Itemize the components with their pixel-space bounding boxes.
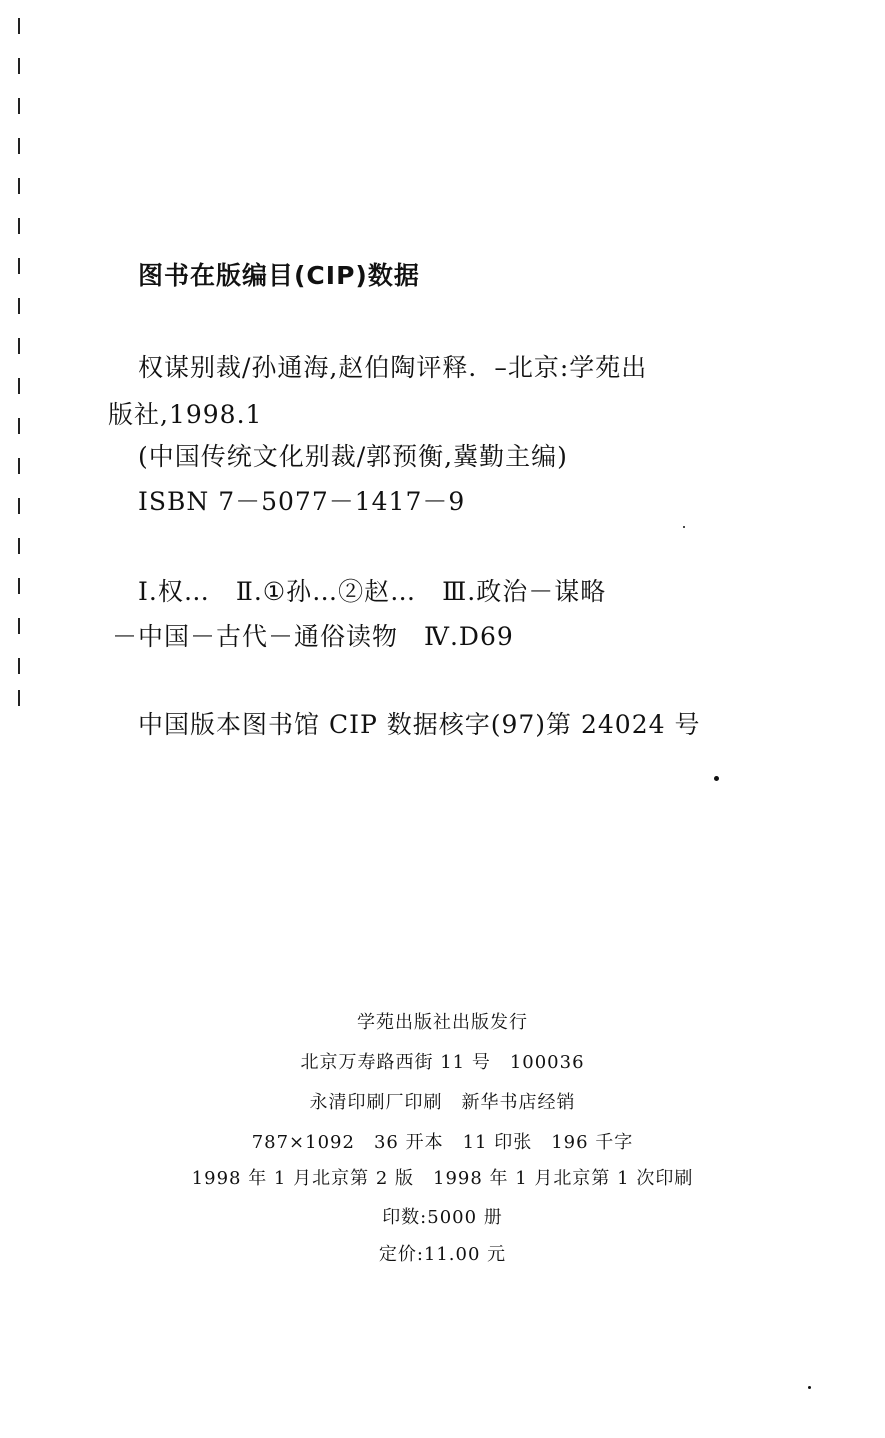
colophon-edition: 1998 年 1 月北京第 2 版 1998 年 1 月北京第 1 次印刷 [191, 1168, 694, 1189]
colophon-print-run: 印数:5000 册 [382, 1207, 503, 1228]
scan-speck [683, 526, 685, 528]
margin-tick [18, 378, 20, 394]
margin-tick [18, 618, 20, 634]
cip-heading: 图书在版编目(CIP)数据 [138, 261, 420, 290]
colophon-price: 定价:11.00 元 [378, 1244, 507, 1265]
cip-subject-line-1: Ⅰ.权… Ⅱ.①孙…②赵… Ⅲ.政治－谋略 [138, 577, 607, 606]
margin-tick [18, 418, 20, 434]
cip-series-line: (中国传统文化别裁/郭预衡,冀勤主编) [138, 442, 568, 471]
margin-tick [18, 258, 20, 274]
colophon-publisher: 学苑出版社出版发行 [357, 1012, 528, 1033]
margin-tick [18, 18, 20, 34]
margin-tick [18, 98, 20, 114]
margin-tick [18, 178, 20, 194]
cip-subject-line-2: －中国－古代－通俗读物 Ⅳ.D69 [112, 622, 514, 651]
colophon-address: 北京万寿路西街 11 号 100036 [300, 1052, 585, 1073]
margin-tick [18, 218, 20, 234]
margin-tick [18, 298, 20, 314]
margin-tick [18, 690, 20, 706]
cip-title-line-1: 权谋别裁/孙通海,赵伯陶评释．–北京:学苑出 [138, 353, 648, 382]
cip-isbn-line: ISBN 7－5077－1417－9 [138, 487, 466, 516]
margin-tick [18, 538, 20, 554]
colophon-printer: 永清印刷厂印刷 新华书店经销 [309, 1092, 576, 1113]
scan-speck [808, 1386, 811, 1389]
margin-tick [18, 58, 20, 74]
margin-tick [18, 578, 20, 594]
margin-tick [18, 658, 20, 674]
colophon-format: 787×1092 36 开本 11 印张 196 千字 [251, 1132, 634, 1153]
margin-tick [18, 498, 20, 514]
cip-title-line-2: 版社,1998.1 [108, 400, 263, 429]
scan-speck [714, 776, 719, 781]
margin-tick [18, 138, 20, 154]
margin-tick [18, 338, 20, 354]
cip-number-line: 中国版本图书馆 CIP 数据核字(97)第 24024 号 [138, 710, 701, 739]
margin-tick [18, 458, 20, 474]
